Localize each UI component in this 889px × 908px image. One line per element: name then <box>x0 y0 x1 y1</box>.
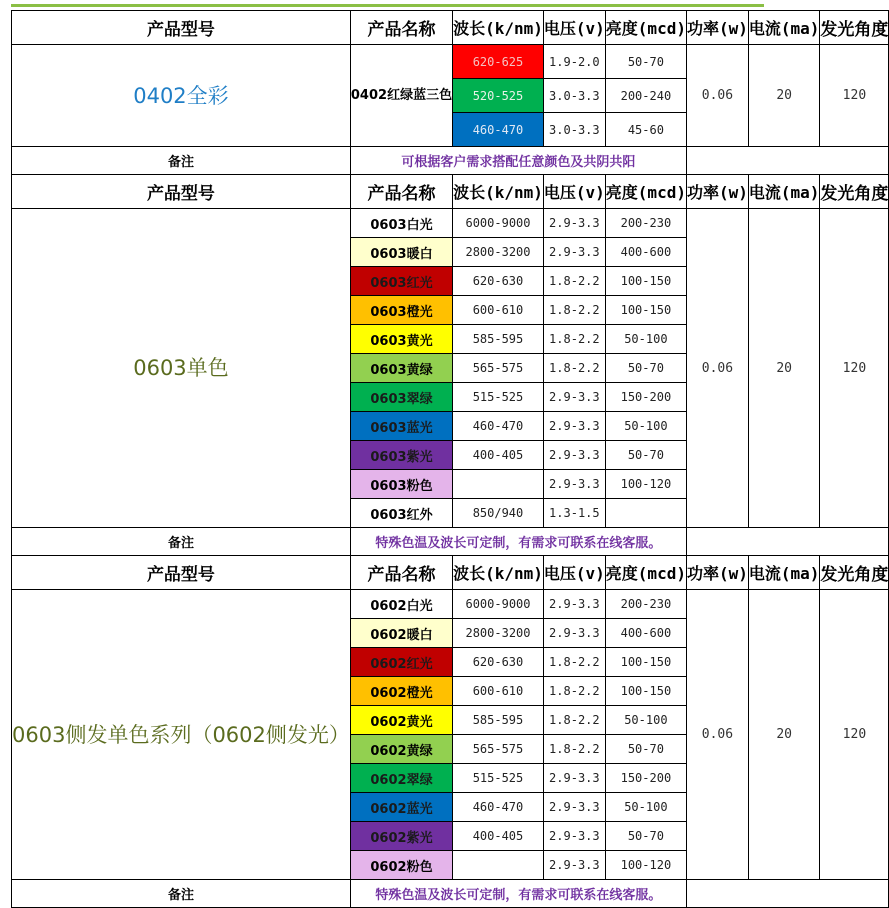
voltage-cell: 1.3-1.5 <box>543 499 605 528</box>
voltage-cell: 2.9-3.3 <box>543 619 605 648</box>
section-0602-body <box>12 590 889 880</box>
header-row <box>12 175 889 209</box>
note-empty <box>686 880 888 908</box>
brightness-cell: 100-120 <box>605 851 686 880</box>
current-cell: 20 <box>748 209 820 528</box>
product-name-cell: 0603白光 <box>350 209 452 238</box>
brightness-cell: 100-150 <box>605 677 686 706</box>
table-row <box>12 45 889 79</box>
wavelength-cell <box>453 470 544 499</box>
product-name-cell: 0603红光 <box>350 267 452 296</box>
note-label: 备注 <box>12 880 351 908</box>
brightness-cell: 50-70 <box>605 45 686 79</box>
brightness-cell: 50-100 <box>605 412 686 441</box>
voltage-cell: 1.8-2.2 <box>543 735 605 764</box>
product-name-cell: 0603橙光 <box>350 296 452 325</box>
header-brightness: 亮度(mcd) <box>605 11 686 45</box>
header-voltage: 电压(v) <box>543 175 605 209</box>
product-name-cell: 0602黄绿 <box>350 735 452 764</box>
header-name: 产品名称 <box>350 556 452 590</box>
voltage-cell: 3.0-3.3 <box>543 79 605 113</box>
note-row <box>12 147 889 175</box>
header-current: 电流(ma) <box>748 556 820 590</box>
header-angle: 发光角度 <box>820 175 889 209</box>
wavelength-cell: 400-405 <box>453 441 544 470</box>
brightness-cell: 200-240 <box>605 79 686 113</box>
brightness-cell: 400-600 <box>605 619 686 648</box>
product-name-cell: 0603暖白 <box>350 238 452 267</box>
brightness-cell: 400-600 <box>605 238 686 267</box>
product-name-cell: 0603黄绿 <box>350 354 452 383</box>
header-name: 产品名称 <box>350 11 452 45</box>
power-cell: 0.06 <box>686 209 748 528</box>
wavelength-cell: 585-595 <box>453 706 544 735</box>
brightness-cell: 50-70 <box>605 735 686 764</box>
wavelength-cell: 620-630 <box>453 648 544 677</box>
product-name-cell: 0602红光 <box>350 648 452 677</box>
wavelength-cell: 2800-3200 <box>453 619 544 648</box>
header-model: 产品型号 <box>12 175 351 209</box>
header-power: 功率(w) <box>686 11 748 45</box>
angle-cell: 120 <box>820 45 889 147</box>
note-text: 特殊色温及波长可定制，有需求可联系在线客服。 <box>350 528 686 556</box>
power-cell: 0.06 <box>686 590 748 880</box>
wavelength-cell <box>453 851 544 880</box>
note-label: 备注 <box>12 147 351 175</box>
wavelength-cell: 6000-9000 <box>453 209 544 238</box>
brightness-cell: 50-100 <box>605 706 686 735</box>
brightness-cell: 100-150 <box>605 267 686 296</box>
voltage-cell: 2.9-3.3 <box>543 793 605 822</box>
header-voltage: 电压(v) <box>543 556 605 590</box>
brightness-cell: 45-60 <box>605 113 686 147</box>
header-name: 产品名称 <box>350 175 452 209</box>
table-row <box>12 590 889 619</box>
brightness-cell: 50-70 <box>605 441 686 470</box>
product-name-cell: 0603黄光 <box>350 325 452 354</box>
wavelength-cell: 2800-3200 <box>453 238 544 267</box>
product-name-cell: 0603紫光 <box>350 441 452 470</box>
brightness-cell: 200-230 <box>605 590 686 619</box>
voltage-cell: 2.9-3.3 <box>543 470 605 499</box>
table-row <box>12 209 889 238</box>
voltage-cell: 2.9-3.3 <box>543 441 605 470</box>
header-model: 产品型号 <box>12 556 351 590</box>
brightness-cell: 150-200 <box>605 764 686 793</box>
voltage-cell: 1.9-2.0 <box>543 45 605 79</box>
header-power: 功率(w) <box>686 175 748 209</box>
brightness-cell: 150-200 <box>605 383 686 412</box>
voltage-cell: 1.8-2.2 <box>543 354 605 383</box>
wavelength-cell: 515-525 <box>453 383 544 412</box>
product-name-cell: 0602粉色 <box>350 851 452 880</box>
note-text: 可根据客户需求搭配任意颜色及共阴共阳 <box>350 147 686 175</box>
wavelength-cell: 620-625 <box>453 45 544 79</box>
header-wavelength: 波长(k/nm) <box>453 11 544 45</box>
voltage-cell: 1.8-2.2 <box>543 267 605 296</box>
voltage-cell: 2.9-3.3 <box>543 209 605 238</box>
voltage-cell: 1.8-2.2 <box>543 648 605 677</box>
model-cell: 0603侧发单色系列（0602侧发光） <box>12 590 351 880</box>
header-model: 产品型号 <box>12 11 351 45</box>
angle-cell: 120 <box>820 209 889 528</box>
brightness-cell: 50-70 <box>605 354 686 383</box>
note-row <box>12 880 889 908</box>
note-label: 备注 <box>12 528 351 556</box>
note-empty <box>686 528 888 556</box>
header-angle: 发光角度 <box>820 11 889 45</box>
brightness-cell: 50-100 <box>605 793 686 822</box>
voltage-cell: 1.8-2.2 <box>543 296 605 325</box>
voltage-cell: 2.9-3.3 <box>543 822 605 851</box>
voltage-cell: 2.9-3.3 <box>543 851 605 880</box>
wavelength-cell: 585-595 <box>453 325 544 354</box>
wavelength-cell: 6000-9000 <box>453 590 544 619</box>
wavelength-cell: 460-470 <box>453 113 544 147</box>
voltage-cell: 3.0-3.3 <box>543 113 605 147</box>
voltage-cell: 2.9-3.3 <box>543 412 605 441</box>
note-row <box>12 528 889 556</box>
wavelength-cell: 460-470 <box>453 412 544 441</box>
wavelength-cell: 400-405 <box>453 822 544 851</box>
brightness-cell: 100-120 <box>605 470 686 499</box>
brightness-cell: 50-100 <box>605 325 686 354</box>
wavelength-cell: 565-575 <box>453 735 544 764</box>
brightness-cell: 100-150 <box>605 648 686 677</box>
header-row <box>12 11 889 45</box>
voltage-cell: 2.9-3.3 <box>543 764 605 793</box>
product-name-cell: 0603红外 <box>350 499 452 528</box>
product-name-cell: 0402红绿蓝三色 <box>350 45 452 147</box>
voltage-cell: 1.8-2.2 <box>543 706 605 735</box>
header-current: 电流(ma) <box>748 11 820 45</box>
product-name-cell: 0602黄光 <box>350 706 452 735</box>
angle-cell: 120 <box>820 590 889 880</box>
current-cell: 20 <box>748 45 820 147</box>
model-cell: 0603单色 <box>12 209 351 528</box>
header-row <box>12 556 889 590</box>
voltage-cell: 2.9-3.3 <box>543 590 605 619</box>
led-spec-table <box>11 10 889 908</box>
product-name-cell: 0602白光 <box>350 590 452 619</box>
product-name-cell: 0602翠绿 <box>350 764 452 793</box>
header-current: 电流(ma) <box>748 175 820 209</box>
wavelength-cell: 600-610 <box>453 677 544 706</box>
wavelength-cell: 600-610 <box>453 296 544 325</box>
top-accent-line <box>11 4 764 7</box>
wavelength-cell: 620-630 <box>453 267 544 296</box>
brightness-cell: 100-150 <box>605 296 686 325</box>
wavelength-cell: 520-525 <box>453 79 544 113</box>
product-name-cell: 0603蓝光 <box>350 412 452 441</box>
wavelength-cell: 565-575 <box>453 354 544 383</box>
voltage-cell: 1.8-2.2 <box>543 677 605 706</box>
voltage-cell: 1.8-2.2 <box>543 325 605 354</box>
header-brightness: 亮度(mcd) <box>605 175 686 209</box>
current-cell: 20 <box>748 590 820 880</box>
product-name-cell: 0603粉色 <box>350 470 452 499</box>
header-power: 功率(w) <box>686 556 748 590</box>
section-0603-body <box>12 209 889 528</box>
product-name-cell: 0602蓝光 <box>350 793 452 822</box>
note-text: 特殊色温及波长可定制，有需求可联系在线客服。 <box>350 880 686 908</box>
model-cell: 0402全彩 <box>12 45 351 147</box>
brightness-cell: 50-70 <box>605 822 686 851</box>
header-wavelength: 波长(k/nm) <box>453 556 544 590</box>
header-wavelength: 波长(k/nm) <box>453 175 544 209</box>
brightness-cell <box>605 499 686 528</box>
voltage-cell: 2.9-3.3 <box>543 383 605 412</box>
header-angle: 发光角度 <box>820 556 889 590</box>
wavelength-cell: 460-470 <box>453 793 544 822</box>
wavelength-cell: 850/940 <box>453 499 544 528</box>
power-cell: 0.06 <box>686 45 748 147</box>
header-voltage: 电压(v) <box>543 11 605 45</box>
header-brightness: 亮度(mcd) <box>605 556 686 590</box>
product-name-cell: 0603翠绿 <box>350 383 452 412</box>
note-empty <box>686 147 888 175</box>
wavelength-cell: 515-525 <box>453 764 544 793</box>
product-name-cell: 0602紫光 <box>350 822 452 851</box>
product-name-cell: 0602橙光 <box>350 677 452 706</box>
voltage-cell: 2.9-3.3 <box>543 238 605 267</box>
brightness-cell: 200-230 <box>605 209 686 238</box>
product-name-cell: 0602暖白 <box>350 619 452 648</box>
